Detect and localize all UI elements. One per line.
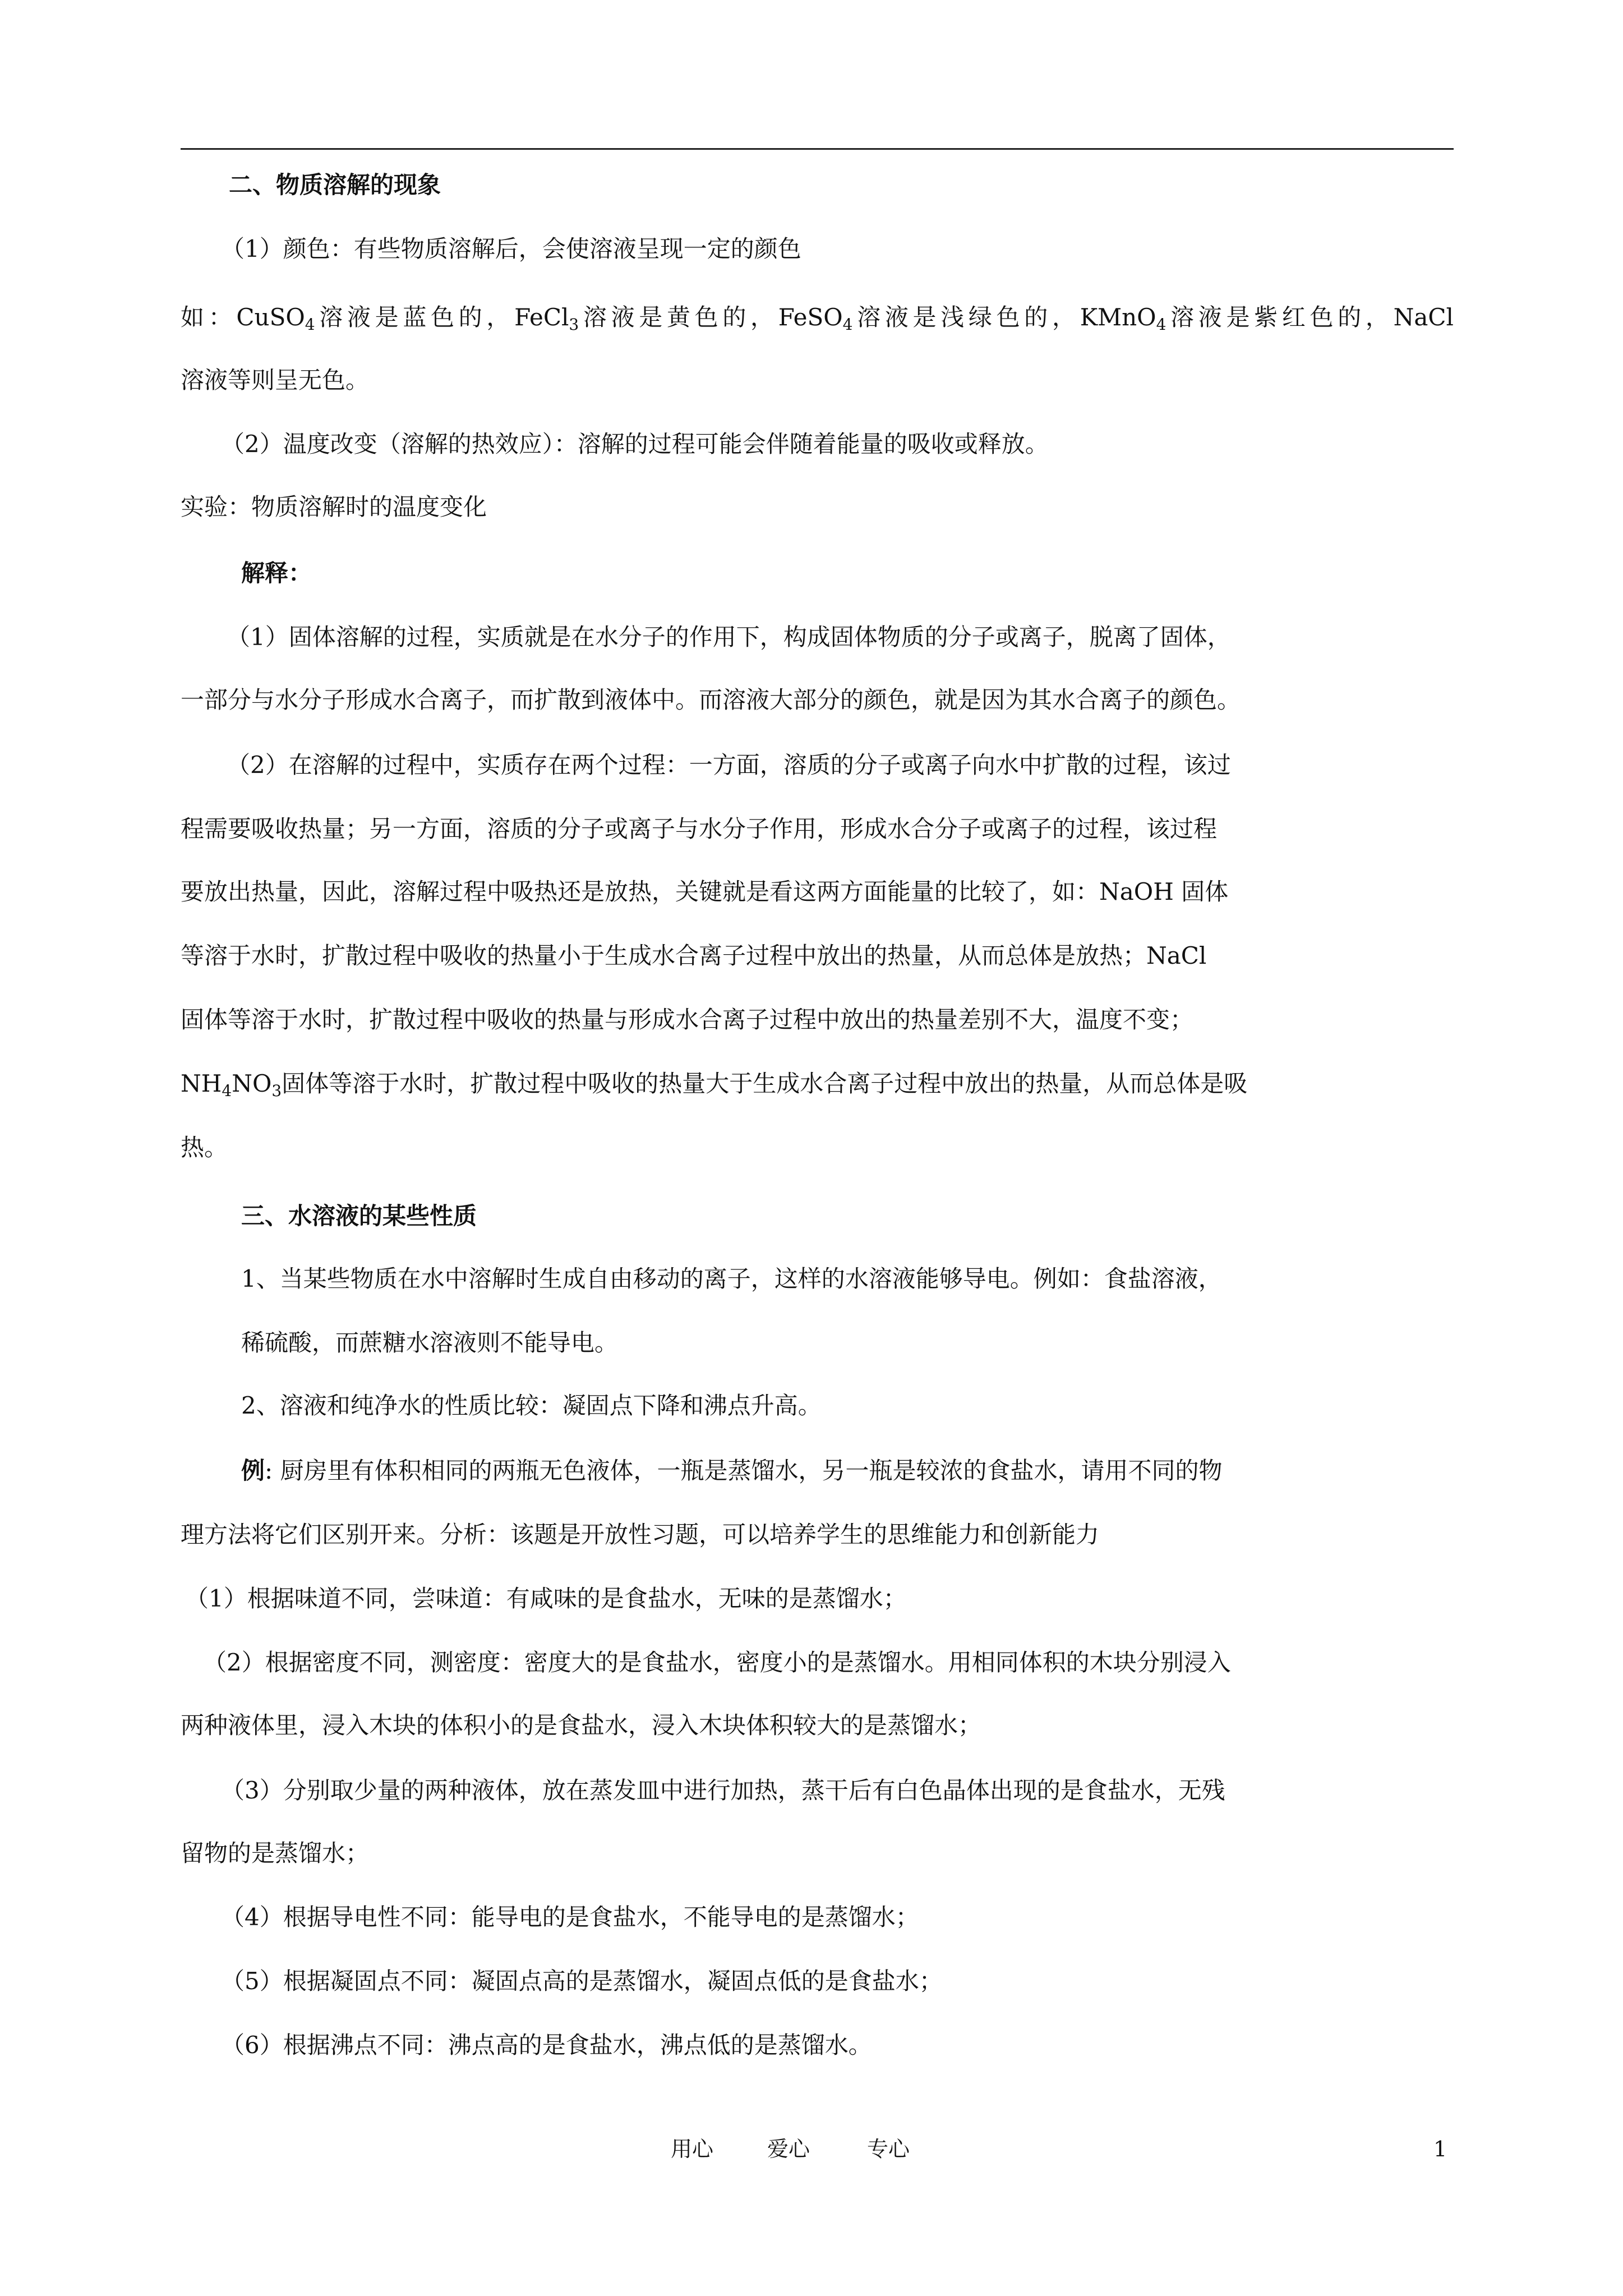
explain2-end: 热。 xyxy=(181,1134,228,1161)
explain-heading: 解释： xyxy=(241,559,312,587)
method-line: （4）根据导电性不同：能导电的是食盐水，不能导电的是蒸馏水； xyxy=(221,1903,919,1931)
item1-line: 1、当某些物质在水中溶解时生成自由移动的离子，这样的水溶液能够导电。例如：食盐溶液， xyxy=(241,1265,1222,1292)
footer-motto: 爱心 xyxy=(767,2137,810,2161)
section3-heading: 三、水溶液的某些性质 xyxy=(241,1202,477,1230)
footer-motto: 用心 xyxy=(671,2137,714,2161)
color-example: 如：CuSO$_4$溶液是蓝色的，FeCl$_3$溶液是黄色的，FeSO$_4$溶液是浅绿色的，KMnO$_4$溶液是紫红色的，NaCl xyxy=(181,303,1454,334)
color-item: （1）颜色：有些物质溶解后，会使溶液呈现一定的颜色 xyxy=(221,235,801,263)
explain1-line: （1）固体溶解的过程，实质就是在水分子的作用下，构成固体物质的分子或离子，脱离了固体， xyxy=(227,623,1231,651)
example-line: 例: 厨房里有体积相同的两瓶无色液体，一瓶是蒸馏水，另一瓶是较浓的食盐水，请用不同的物 xyxy=(241,1457,1223,1484)
method-line: （2）根据密度不同，测密度：密度大的是食盐水，密度小的是蒸馏水。用相同体积的木块分别浸入 xyxy=(203,1649,1231,1676)
explain2-line: 要放出热量，因此，溶解过程中吸热还是放热，关键就是看这两方面能量的比较了，如：NaOH 固体 xyxy=(181,878,1229,905)
section2-heading: 二、物质溶解的现象 xyxy=(229,171,441,199)
method-line: （3）分别取少量的两种液体，放在蒸发皿中进行加热，蒸干后有白色晶体出现的是食盐水，无残 xyxy=(221,1777,1225,1804)
explain2-line: （2）在溶解的过程中，实质存在两个过程：一方面，溶质的分子或离子向水中扩散的过程，该过 xyxy=(227,751,1231,779)
explain1-line: 一部分与水分子形成水合离子，而扩散到液体中。而溶液大部分的颜色，就是因为其水合离子的颜色。 xyxy=(181,686,1241,714)
item2-line: 2、溶液和纯净水的性质比较：凝固点下降和沸点升高。 xyxy=(241,1392,822,1419)
method-line: 留物的是蒸馏水； xyxy=(181,1839,370,1867)
method-line: （1）根据味道不同，尝味道：有咸味的是食盐水，无味的是蒸馏水； xyxy=(185,1585,907,1612)
explain2-line: 等溶于水时，扩散过程中吸收的热量小于生成水合离子过程中放出的热量，从而总体是放热；NaCl xyxy=(181,942,1207,969)
explain2-line: 固体等溶于水时，扩散过程中吸收的热量与形成水合离子过程中放出的热量差别不大，温度不变； xyxy=(181,1006,1194,1033)
page-number: 1 xyxy=(1433,2137,1447,2161)
method-line: 两种液体里，浸入木块的体积小的是食盐水，浸入木块体积较大的是蒸馏水； xyxy=(181,1711,982,1739)
example-line: 理方法将它们区别开来。分析：该题是开放性习题，可以培养学生的思维能力和创新能力 xyxy=(181,1521,1100,1548)
temp-item: （2）温度改变（溶解的热效应）：溶解的过程可能会伴随着能量的吸收或释放。 xyxy=(221,430,1049,458)
method-line: （5）根据凝固点不同：凝固点高的是蒸馏水，凝固点低的是食盐水； xyxy=(221,1967,943,1995)
experiment-line: 实验：物质溶解时的温度变化 xyxy=(181,493,487,521)
header-rule xyxy=(181,148,1454,150)
footer-motto: 专心 xyxy=(867,2137,910,2161)
explain2-line: 程需要吸收热量；另一方面，溶质的分子或离子与水分子作用，形成水合分子或离子的过程，该过程 xyxy=(181,815,1218,843)
nh4no3-line: $NH_4NO_3$固体等溶于水时，扩散过程中吸收的热量大于生成水合离子过程中放出的热量，从而总体是吸 xyxy=(181,1070,1248,1100)
item1-line: 稀硫酸，而蔗糖水溶液则不能导电。 xyxy=(241,1329,619,1356)
color-example-cont: 溶液等则呈无色。 xyxy=(181,366,370,394)
method-line: （6）根据沸点不同：沸点高的是食盐水，沸点低的是蒸馏水。 xyxy=(221,2031,872,2059)
